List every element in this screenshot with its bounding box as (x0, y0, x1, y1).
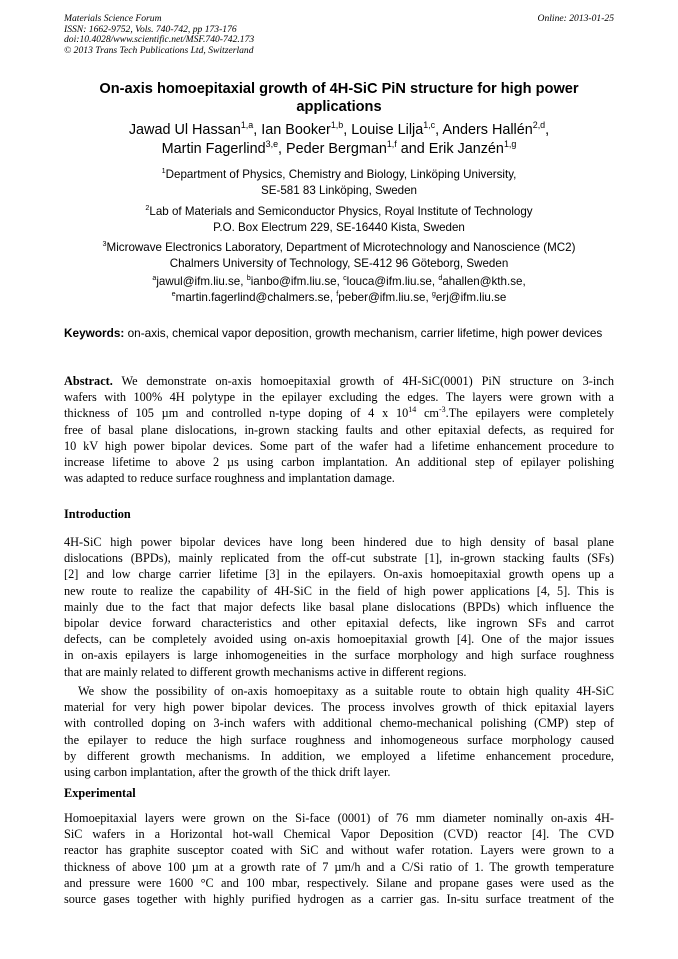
email-sep: , (431, 275, 439, 288)
author-sup: 1,c (423, 120, 436, 131)
email-sep: , (329, 291, 337, 304)
text-line: that are mainly related to different growth mechanisms active in different regions. (64, 664, 467, 679)
author-sep: , (278, 141, 287, 157)
keywords-block (64, 325, 614, 341)
abstract-text: We demonstrate on-axis homoepitaxial growth of 4H-SiC(0001) PiN structure on 3-inch (121, 374, 615, 388)
email-sep: , (336, 275, 344, 288)
email-sup: d (438, 273, 443, 283)
email-link[interactable]: jawul@ifm.liu.se (156, 275, 241, 288)
text-line: source gases together with highly purified hydrogen as a carrier gas. In-situ surface treatment of the (64, 892, 614, 907)
online-date: Online: 2013-01-25 (537, 13, 614, 24)
journal-name: Materials Science Forum (64, 13, 162, 24)
text-line: using carbon implantation, after the growth of the thick drift layer. (64, 765, 391, 780)
email-list (60, 274, 618, 306)
keywords-label: Keywords: (64, 326, 125, 340)
email-link[interactable]: martin.fagerlind@chalmers.se (175, 291, 330, 304)
experimental-heading: Experimental (64, 786, 136, 800)
abstract-block (64, 373, 614, 486)
affiliation-num: 3 (102, 239, 107, 249)
abstract-line (64, 373, 614, 389)
text-line: mainly due to the fact that major defects like basal plane dislocations (BPDs) which influence the (64, 599, 614, 614)
text-line: We show the possibility of on-axis homoepitaxy as a suitable route to obtain high quality 4H-SiC (78, 684, 614, 698)
text-line: thickness of above 100 µm at a growth rate of 7 µm/h and a C/Si ratio of 1. The growth temperature (64, 859, 614, 874)
author-name: Martin Fagerlind (161, 141, 266, 157)
abstract-text: .The epilayers were completely (445, 406, 614, 421)
email-sup: c (343, 273, 347, 283)
email-sup: g (431, 289, 436, 299)
text-line: dislocations (BPDs), mainly replicated from the off-cut substrate [1], in-grown stacking faults (SFs) (64, 551, 614, 566)
email-sep: , (240, 275, 247, 288)
email-sup: e (171, 289, 176, 299)
affiliation-line: Chalmers University of Technology, SE-412 96 Göteborg, Sweden (169, 257, 509, 270)
author-sep: , (253, 122, 262, 138)
email-sep: , (425, 291, 432, 304)
email-link[interactable]: ahallen@kth.se (442, 275, 523, 288)
abstract-line: 10 kV high power bipolar devices. Some part of the wafer had a lifetime enhancement procedure to (64, 438, 614, 453)
abstract-line (64, 405, 614, 421)
text-line: in on-axis epilayers is large inhomogeneities in the surface morphology and high surface roughness (64, 648, 614, 663)
author-sep: , (343, 122, 352, 138)
abstract-text: cm (416, 406, 439, 421)
affiliation-line: Lab of Materials and Semiconductor Physics, Royal Institute of Technology (149, 205, 533, 218)
text-line: reactor has graphite susceptor coated with SiC and without wafer rotation. Layers were grown to a (64, 843, 614, 858)
introduction-paragraph-1 (64, 534, 614, 680)
affiliation-1 (60, 167, 618, 199)
abstract-line: increase lifetime to above 2 µs using carbon implantation. An additional step of epilayer polishing (64, 455, 614, 470)
author-sup: 2,d (532, 120, 546, 131)
affiliation-2 (60, 204, 618, 236)
paper-title (60, 80, 618, 116)
author-name: Anders Hallén (442, 122, 533, 138)
text-line: new route to realize the capability of 4H-SiC in the field of high power applications [4, 5]. This is (64, 583, 614, 598)
text-line: defects, can be completely avoided using on-axis homoepitaxial growth [4]. One of the major issues (64, 632, 614, 647)
author-name: Erik Janzén (428, 141, 504, 157)
title-line-1: On-axis homoepitaxial growth of 4H-SiC PiN structure for high power (99, 81, 579, 97)
author-list (60, 121, 618, 159)
author-sup: 1,g (503, 139, 517, 150)
affiliation-num: 2 (145, 203, 150, 213)
text-line: the epilayer to reduce the high surface roughness and inhomogeneous surface morphology caused (64, 732, 614, 747)
text-line: SiC wafers in a Horizontal hot-wall Chemical Vapor Deposition (CVD) reactor [4]. The CVD (64, 827, 614, 842)
email-link[interactable]: ianbo@ifm.liu.se (250, 275, 337, 288)
title-line-2: applications (296, 99, 382, 115)
abstract-text: thickness of 105 µm and controlled n-type doping of 4 x 10 (64, 406, 409, 421)
abstract-line: was adapted to reduce surface roughness and implantation damage. (64, 471, 395, 486)
author-sep: , (435, 122, 443, 138)
author-sep: and (396, 141, 429, 157)
abstract-label: Abstract. (64, 374, 113, 388)
affiliation-line: Department of Physics, Chemistry and Biology, Linköping University, (165, 168, 517, 181)
text-line: 4H-SiC high power bipolar devices have long been hindered due to high density of basal plane (64, 535, 614, 549)
author-name: Jawad Ul Hassan (128, 122, 241, 138)
email-sup: f (336, 289, 339, 299)
issn-line: ISSN: 1662-9752, Vols. 740-742, pp 173-176 (64, 23, 237, 35)
author-name: Louise Lilja (351, 122, 424, 138)
author-line-1 (60, 121, 618, 140)
copyright-line: © 2013 Trans Tech Publications Ltd, Switzerland (64, 44, 254, 56)
introduction-heading: Introduction (64, 507, 131, 521)
email-link[interactable]: erj@ifm.liu.se (435, 291, 507, 304)
affiliation-line: Microwave Electronics Laboratory, Department of Microtechnology and Nanoscience (MC2) (106, 241, 576, 254)
text-line: material for very high power bipolar devices. The process involves growth of thick epitaxial layers (64, 700, 614, 715)
author-sup: 1,a (240, 120, 254, 131)
affiliation-line: SE-581 83 Linköping, Sweden (261, 184, 417, 197)
email-sep: , (522, 275, 526, 288)
exponent: 14 (408, 405, 417, 415)
email-link[interactable]: peber@ifm.liu.se (338, 291, 426, 304)
text-line: [2] and low charge carrier lifetime [3] in the epilayers. On-axis homoepitaxial growth opens up a (64, 567, 614, 582)
exponent: -3 (439, 405, 446, 415)
affiliation-num: 1 (161, 166, 166, 176)
email-link[interactable]: louca@ifm.liu.se (346, 275, 432, 288)
abstract-line: free of basal plane dislocations, in-grown stacking faults and other epitaxial defects, as required for (64, 422, 614, 437)
text-line: with controlled doping on 3-inch wafers with additional chemo-mechanical polishing (CMP) step of (64, 716, 614, 731)
abstract-line: wafers with 100% 4H polytype in the epilayer excluding the edges. The layers were grown with a (64, 390, 614, 405)
author-sep: , (545, 122, 550, 138)
text-line: and pressure were 1600 °C and 100 mbar, respectively. Silane and propane gases were used as the (64, 875, 614, 890)
text-line: by different growth mechanisms. In addition, we employed a lifetime enhancement procedure, (64, 748, 614, 763)
keywords-text: on-axis, chemical vapor deposition, growth mechanism, carrier lifetime, high power devices (127, 326, 603, 340)
text-line: bipolar device forward characteristics and other epitaxial defects, like ingrown SFs and carrot (64, 616, 614, 631)
text-line: Homoepitaxial layers were grown on the Si-face (0001) of 76 mm diameter nominally on-axis 4H- (64, 811, 614, 825)
introduction-paragraph-2 (64, 683, 614, 780)
email-sup: b (246, 273, 251, 283)
author-sup: 1,f (386, 139, 397, 150)
doi-line[interactable]: doi:10.4028/www.scientific.net/MSF.740-742.173 (64, 34, 255, 46)
author-name: Ian Booker (261, 122, 331, 138)
author-sup: 1,b (330, 120, 344, 131)
email-sup: a (152, 273, 157, 283)
affiliation-line: P.O. Box Electrum 229, SE-16440 Kista, Sweden (213, 221, 465, 234)
author-sup: 3,e (265, 139, 279, 150)
affiliation-3 (60, 240, 618, 272)
author-line-2 (60, 140, 618, 159)
journal-header (64, 14, 254, 56)
experimental-paragraph (64, 810, 614, 907)
author-name: Peder Bergman (286, 141, 387, 157)
